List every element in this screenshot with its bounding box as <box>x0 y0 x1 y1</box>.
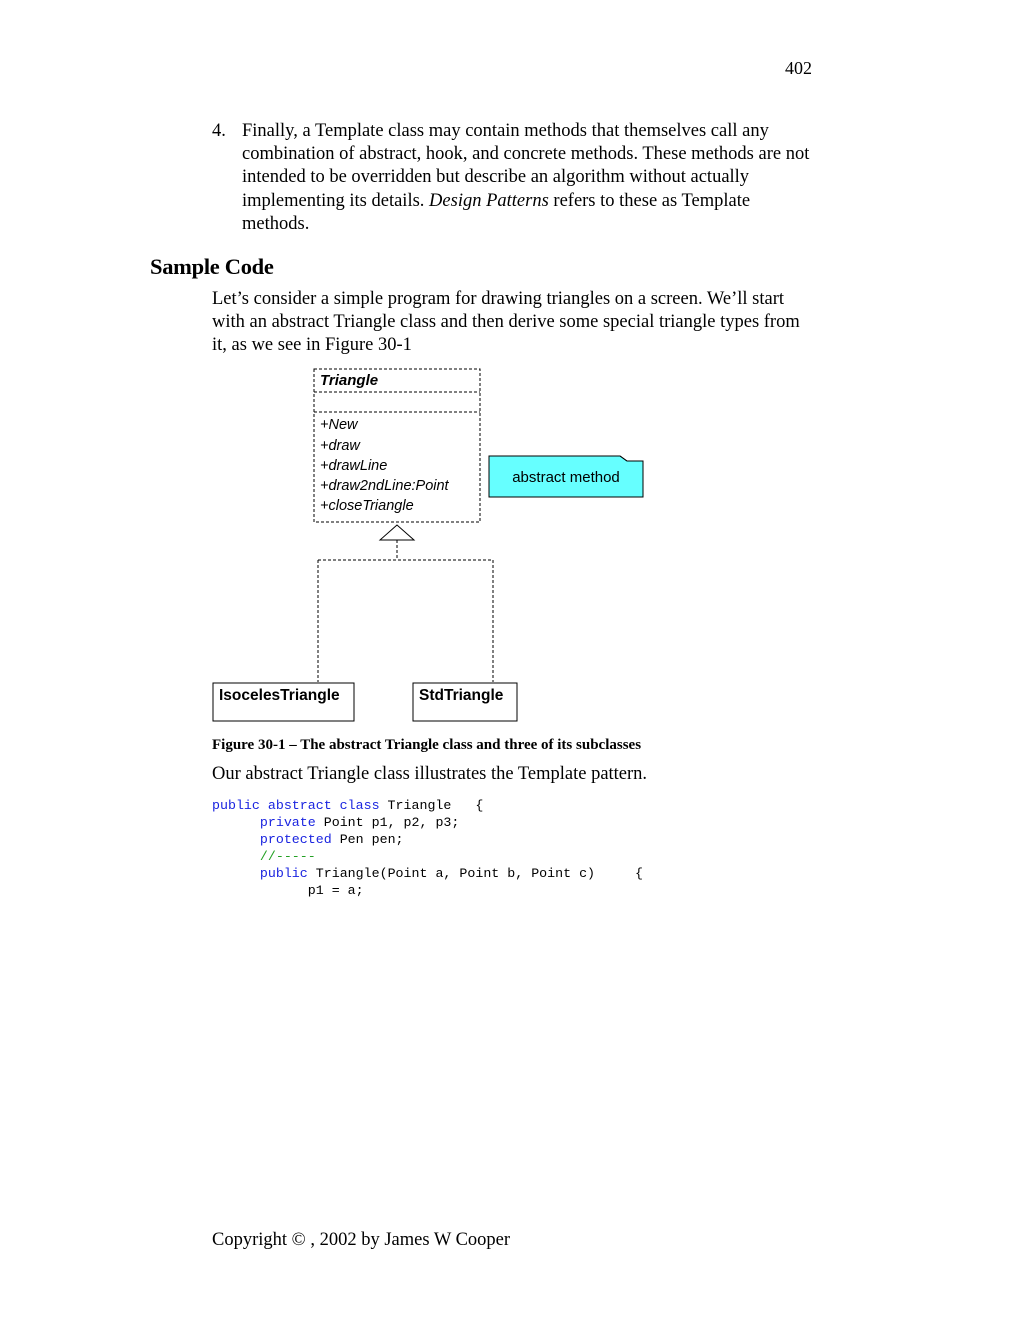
code-text: Triangle(Point a, Point b, Point c) { <box>307 866 643 881</box>
class-box-std-triangle <box>413 683 517 721</box>
method-item: +draw2ndLine:Point <box>320 478 449 494</box>
code-indent <box>212 883 308 898</box>
section-heading: Sample Code <box>150 254 274 279</box>
list-text-before: Finally, a Template class may contain methods that themselves call any combination of abstract, hook, and concrete methods. These methods are not intended to be overridden but describe an algorithm without actually implementing its details. <box>242 121 810 211</box>
method-item: +closeTriangle <box>320 498 414 514</box>
list-item-text <box>242 120 812 236</box>
body-paragraph: Our abstract Triangle class illustrates the Template pattern. <box>212 764 648 784</box>
note-abstract-method <box>489 456 643 497</box>
code-text: Pen pen; <box>331 832 404 847</box>
code-indent <box>212 849 260 864</box>
class-box-isoceles-triangle <box>213 683 354 721</box>
code-text: p1 = a; <box>307 883 364 898</box>
uml-figure <box>205 362 655 732</box>
code-indent <box>212 832 260 847</box>
page-number: 402 <box>785 58 812 78</box>
subclass-name: StdTriangle <box>419 687 504 704</box>
code-keyword: protected <box>259 832 332 847</box>
code-line <box>212 797 643 814</box>
code-text: Triangle { <box>379 798 484 813</box>
code-indent <box>212 815 260 830</box>
intro-paragraph: Let’s consider a simple program for drawing triangles on a screen. We’ll start with an abstract Triangle class and then derive some special triangle types from it, as we see in Figure 30-1 <box>212 289 800 356</box>
uml-diagram <box>205 362 655 732</box>
method-item: +New <box>320 417 358 433</box>
code-listing <box>212 797 643 899</box>
code-line <box>212 848 643 865</box>
class-name-triangle: Triangle <box>320 372 379 389</box>
subclass-name: IsocelesTriangle <box>219 687 340 704</box>
note-text: abstract method <box>512 469 620 486</box>
method-item: +draw <box>320 438 360 454</box>
book-title-emphasis: Design Patterns <box>429 190 549 211</box>
code-comment: //----- <box>259 849 316 864</box>
class-box-triangle <box>314 369 480 522</box>
method-item: +drawLine <box>320 458 388 474</box>
code-line <box>212 814 643 831</box>
code-line <box>212 865 643 882</box>
list-text-after: refers to these as Template methods. <box>242 190 751 234</box>
inheritance-arrow <box>318 525 493 682</box>
figure-caption: Figure 30-1 – The abstract Triangle class and three of its subclasses <box>212 737 642 753</box>
code-keyword: public abstract class <box>212 798 380 813</box>
code-text: Point p1, p2, p3; <box>315 815 460 830</box>
code-line <box>212 882 643 899</box>
copyright-footer: Copyright © , 2002 by James W Cooper <box>212 1230 511 1250</box>
code-keyword: private <box>259 815 316 830</box>
code-keyword: public <box>259 866 308 881</box>
list-number: 4. <box>212 121 226 141</box>
code-line <box>212 831 643 848</box>
list-item-4 <box>212 120 812 236</box>
code-indent <box>212 866 260 881</box>
